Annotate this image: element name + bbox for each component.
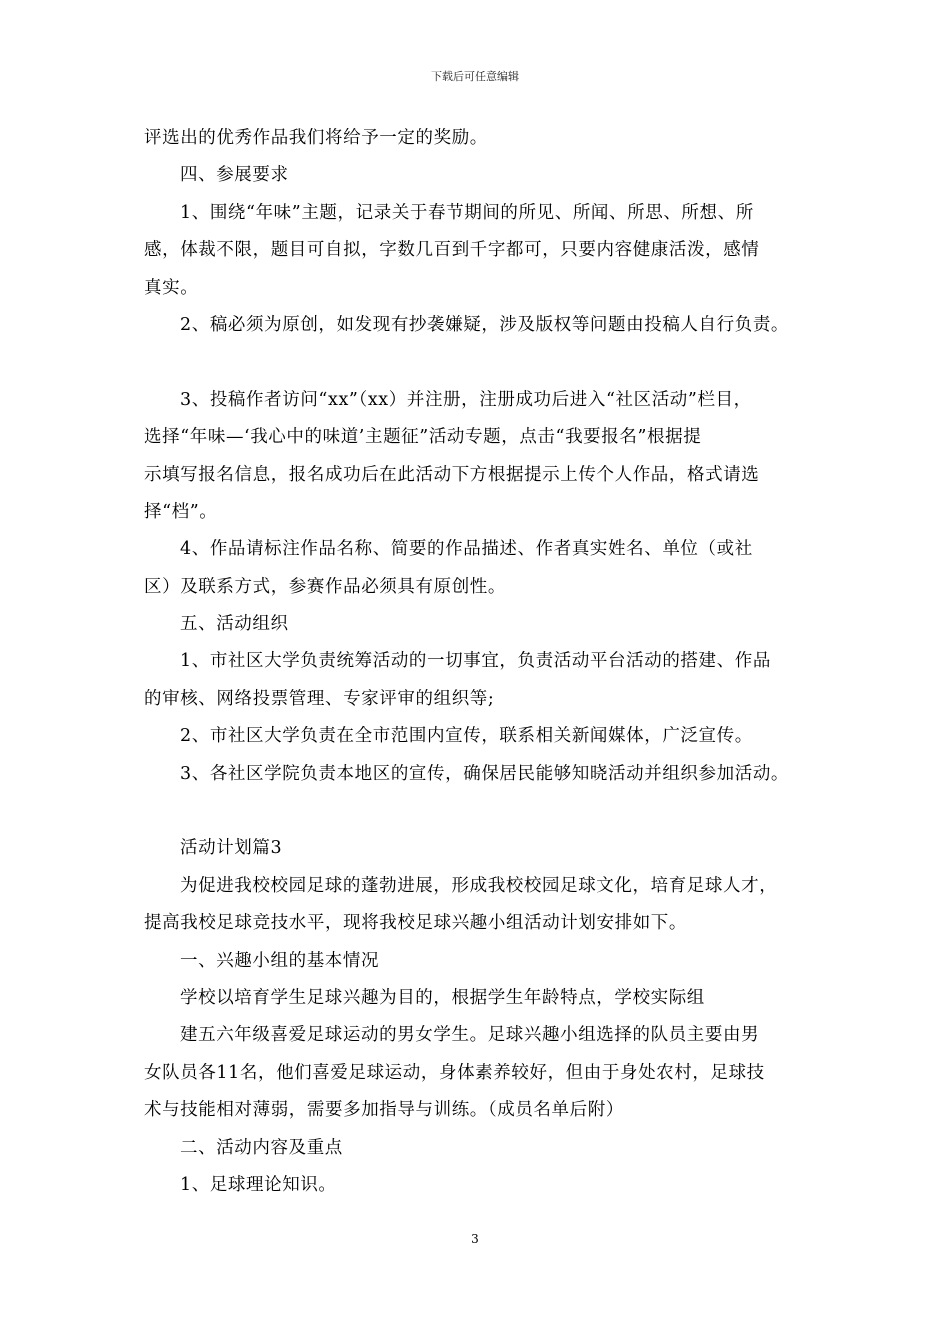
paragraph-line: 4、作品请标注作品名称、简要的作品描述、作者真实姓名、单位（或社 [180,539,753,560]
paragraph-line: 1、足球理论知识。 [180,1174,337,1195]
paragraph-line: 真实。 [144,277,199,298]
section-heading: 四、参展要求 [180,165,289,186]
blank-line [144,793,824,830]
paragraph-line: 示填写报名信息，报名成功后在此活动下方根据提示上传个人作品，格式请选 [144,464,760,485]
chapter-title: 活动计划篇3 [180,838,283,859]
paragraph-line: 区）及联系方式，参赛作品必须具有原创性。 [144,576,506,597]
paragraph-line: 女队员各11名，他们喜爱足球运动，身体素养较好，但由于身处农村，足球技 [144,1062,765,1083]
section-heading: 五、活动组织 [180,614,289,635]
paragraph-line: 感，体裁不限，题目可自拟，字数几百到千字都可，只要内容健康活泼，感情 [144,240,760,261]
paragraph-line: 2、市社区大学负责在全市范围内宣传，联系相关新闻媒体，广泛宣传。 [180,726,753,747]
paragraph-line: 提高我校足球竞技水平，现将我校足球兴趣小组活动计划安排如下。 [144,913,687,934]
paragraph-line: 1、围绕“年味”主题，记录关于春节期间的所见、所闻、所思、所想、所 [180,202,754,223]
section-heading: 一、兴趣小组的基本情况 [180,950,380,971]
paragraph-line: 选择“年味—‘我心中的味道’主题征”活动专题，点击“我要报名”根据提 [144,427,702,448]
paragraph-line: 3、各社区学院负责本地区的宣传，确保居民能够知晓活动并组织参加活动。 [180,763,790,784]
paragraph-line: 3、投稿作者访问“xx”（xx）并注册，注册成功后进入“社区活动”栏目， [180,389,752,410]
paragraph-line: 的审核、网络投票管理、专家评审的组织等; [144,688,495,709]
paragraph-line: 2、稿必须为原创，如发现有抄袭嫌疑，涉及版权等问题由投稿人自行负责。 [180,314,790,335]
document-body [144,120,824,1204]
paragraph-line: 择“档”。 [144,501,218,522]
section-heading: 二、活动内容及重点 [180,1137,343,1158]
page-number: 3 [471,1232,479,1246]
page-header: 下载后可任意编辑 [431,70,519,83]
paragraph-line: 1、市社区大学负责统筹活动的一切事宜，负责活动平台活动的搭建、作品 [180,651,771,672]
paragraph-line: 术与技能相对薄弱，需要多加指导与训练。（成员名单后附） [144,1100,624,1121]
paragraph-line: 建五六年级喜爱足球运动的男女学生。足球兴趣小组选择的队员主要由男 [180,1025,760,1046]
paragraph-line: 学校以培育学生足球兴趣为目的，根据学生年龄特点，学校实际组 [180,987,705,1008]
paragraph-line: 为促进我校校园足球的蓬勃进展，形成我校校园足球文化，培育足球人才， [180,875,778,896]
paragraph-line: 评选出的优秀作品我们将给予一定的奖励。 [144,128,488,148]
blank-line [144,344,824,381]
